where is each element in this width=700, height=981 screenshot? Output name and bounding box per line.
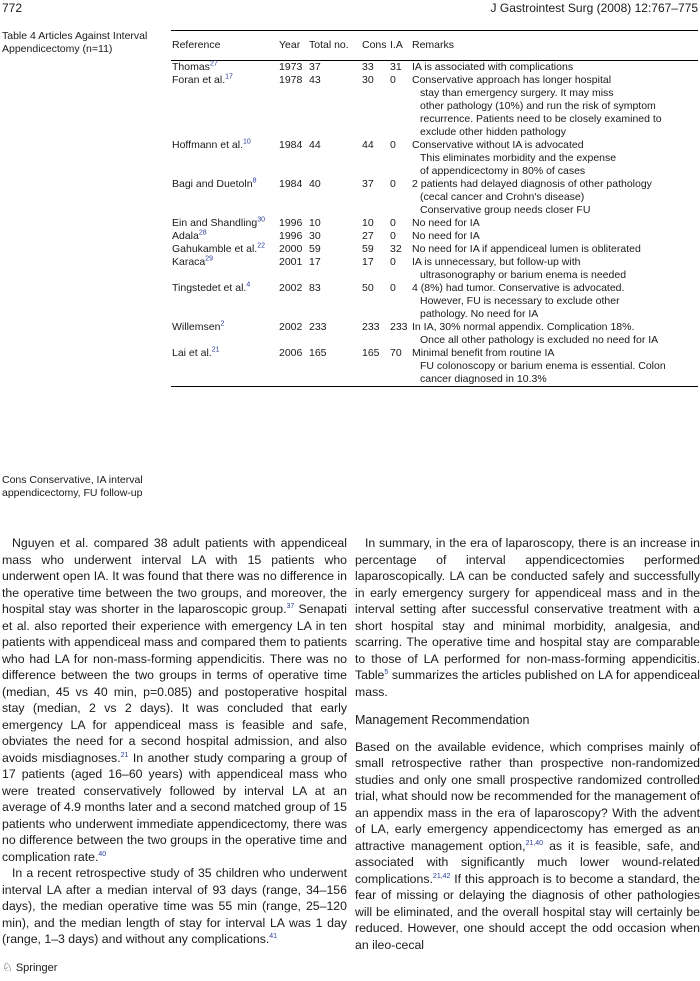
table-header-row xyxy=(171,31,698,61)
ia-cell xyxy=(389,243,411,256)
remark-line: Minimal benefit from routine IA xyxy=(412,347,555,359)
table-row xyxy=(171,230,698,243)
year-cell-text: 2001 xyxy=(279,256,303,268)
year-cell xyxy=(278,61,308,75)
cons-cell xyxy=(361,282,389,321)
cons-cell-text: 33 xyxy=(362,61,374,73)
col-header: Year xyxy=(279,39,301,51)
total-cell-text: 165 xyxy=(309,347,327,359)
ref-cell-text: Hoffmann et al. xyxy=(172,139,244,151)
year-cell-text: 1973 xyxy=(279,61,303,73)
paragraph xyxy=(355,535,700,700)
ref-cell xyxy=(171,256,278,282)
total-cell xyxy=(308,347,361,387)
remark-line: recurrence. Patients need to be closely examined to xyxy=(420,113,662,125)
cons-cell-text: 233 xyxy=(362,321,380,333)
citation-ref[interactable]: 30 xyxy=(257,216,266,224)
ref-cell-text: Lai et al. xyxy=(172,347,212,359)
running-header xyxy=(0,0,700,18)
ia-cell-text: 0 xyxy=(390,256,396,268)
table-row xyxy=(171,243,698,256)
year-cell xyxy=(278,217,308,230)
citation-ref[interactable]: 22 xyxy=(257,242,266,250)
citation-ref[interactable]: 29 xyxy=(205,255,214,263)
col-header: Remarks xyxy=(412,39,455,51)
cons-cell-text: 27 xyxy=(362,230,374,242)
citation-ref[interactable]: 21 xyxy=(120,751,129,759)
paragraph-text: as it is feasible, safe, and associated with significantly much lower wound-related complications. xyxy=(355,838,700,886)
table-ref[interactable]: 5 xyxy=(384,668,389,676)
total-cell xyxy=(308,74,361,139)
remarks-cell xyxy=(411,178,698,217)
col-header: Total no. xyxy=(309,39,349,51)
remark-line: ultrasonography or barium enema is needed xyxy=(420,269,627,281)
year-cell xyxy=(278,230,308,243)
year-cell xyxy=(278,321,308,347)
table-body xyxy=(171,61,698,387)
remark-line: 2 patients had delayed diagnosis of other pathology xyxy=(412,178,652,190)
ref-cell xyxy=(171,217,278,230)
ref-cell xyxy=(171,282,278,321)
remark-line: Once all other pathology is excluded no need for IA xyxy=(420,334,659,346)
ia-cell xyxy=(389,256,411,282)
table-row xyxy=(171,256,698,282)
year-cell-text: 2006 xyxy=(279,347,303,359)
ia-cell xyxy=(389,217,411,230)
ia-cell-text: 32 xyxy=(390,243,402,255)
cons-cell-text: 17 xyxy=(362,256,374,268)
ref-cell xyxy=(171,74,278,139)
citation-ref[interactable]: 28 xyxy=(198,229,207,237)
remarks-cell xyxy=(411,321,698,347)
ia-cell xyxy=(389,282,411,321)
year-cell xyxy=(278,282,308,321)
total-cell-text: 44 xyxy=(309,139,321,151)
ref-cell-text: Adala xyxy=(172,230,199,242)
page-number: 772 xyxy=(2,1,23,15)
total-cell xyxy=(308,217,361,230)
remark-line: Conservative approach has longer hospital xyxy=(412,74,612,86)
section-heading: Management Recommendation xyxy=(355,713,530,727)
year-cell xyxy=(278,74,308,139)
ia-cell-text: 0 xyxy=(390,230,396,242)
ref-cell-text: Bagi and Duetoln xyxy=(172,178,253,190)
paragraph-text: Senapati et al. also reported their experience with emergency LA in ten patients with appendiceal mass and compared them to patients who had LA for non-mass-forming appendicitis. There was no difference between the two groups in terms of operative time (median, 45 vs 40 min, p=0.085) and postoperative hospital stay (median, 2 vs 2 days). It was concluded that early emergency LA for appendiceal mass is feasible and safe, obviates the need for a second hospital admission, and also avoids misdiagnoses. xyxy=(2,602,347,765)
remark-line: This eliminates morbidity and the expense xyxy=(420,152,617,164)
ref-cell xyxy=(171,139,278,178)
ia-cell xyxy=(389,347,411,387)
remark-line: 4 (8%) had tumor. Conservative is advocated. xyxy=(412,282,625,294)
ref-cell-text: Ein and Shandling xyxy=(172,217,258,229)
year-cell xyxy=(278,347,308,387)
table-caption: Table 4 Articles Against Interval Appendicectomy (n=11) xyxy=(2,30,148,55)
year-cell-text: 2002 xyxy=(279,321,303,333)
remark-line: Conservative group needs closer FU xyxy=(420,204,591,216)
total-cell-text: 10 xyxy=(309,217,321,229)
cons-cell xyxy=(361,61,389,75)
col-header: I.A xyxy=(390,39,403,51)
remark-line: (cecal cancer and Crohn's disease) xyxy=(420,191,585,203)
cons-cell xyxy=(361,256,389,282)
citation-ref[interactable]: 41 xyxy=(269,932,278,940)
remark-line: No need for IA if appendiceal lumen is obliterated xyxy=(412,243,641,255)
total-cell-text: 59 xyxy=(309,243,321,255)
remarks-cell xyxy=(411,230,698,243)
remark-line: of appendicectomy in 80% of cases xyxy=(420,165,586,177)
year-cell-text: 2002 xyxy=(279,282,303,294)
citation-ref[interactable]: 21,42 xyxy=(432,872,451,880)
ia-cell-text: 0 xyxy=(390,74,396,86)
table-row xyxy=(171,74,698,139)
citation-ref[interactable]: 17 xyxy=(225,73,233,81)
paragraph xyxy=(2,865,347,948)
table-row xyxy=(171,282,698,321)
ref-cell-text: Gahukamble et al. xyxy=(172,243,258,255)
journal-citation: J Gastrointest Surg (2008) 12:767–775 xyxy=(490,1,698,15)
year-cell xyxy=(278,139,308,178)
publisher-name: Springer xyxy=(15,962,58,974)
cons-cell-text: 30 xyxy=(362,74,374,86)
citation-ref[interactable]: 37 xyxy=(286,602,295,610)
ia-cell xyxy=(389,74,411,139)
ia-cell xyxy=(389,321,411,347)
remark-line: IA is unnecessary, but follow-up with xyxy=(412,256,581,268)
cons-cell xyxy=(361,347,389,387)
remarks-cell xyxy=(411,61,698,75)
remark-line: No need for IA xyxy=(412,230,480,242)
ref-cell-text: Thomas xyxy=(172,61,210,73)
remark-line: other pathology (10%) and run the risk of symptom xyxy=(420,100,656,112)
col-header: Cons xyxy=(362,39,387,51)
ref-cell xyxy=(171,61,278,75)
cons-cell xyxy=(361,74,389,139)
total-cell-text: 43 xyxy=(309,74,321,86)
citation-ref[interactable]: 21,40 xyxy=(525,839,544,847)
citation-ref[interactable]: 27 xyxy=(209,60,218,68)
paragraph xyxy=(355,739,700,954)
remark-line: FU colonoscopy or barium enema is essential. Colon xyxy=(420,360,666,372)
paragraph-text: In summary, in the era of laparoscopy, there is an increase in percentage of interval appendicectomies performed laparoscopically. LA can be conducted safely and successfully in early emergency surgery for appendiceal mass and in the interval setting after successful conservative treatment with a short hospital stay and minimal morbidity, analgesia, and scarring. The operative time and hospital stay are comparable to those of LA performed for non-mass-forming appendicitis. Table xyxy=(355,536,700,682)
remarks-cell xyxy=(411,243,698,256)
total-cell-text: 30 xyxy=(309,230,321,242)
cons-cell-text: 59 xyxy=(362,243,374,255)
remark-line: cancer diagnosed in 10.3% xyxy=(420,373,547,385)
citation-ref[interactable]: 8 xyxy=(252,177,257,185)
table-row xyxy=(171,321,698,347)
cons-cell xyxy=(361,230,389,243)
year-cell xyxy=(278,256,308,282)
ref-cell-text: Tingstedet et al. xyxy=(172,282,247,294)
remarks-cell xyxy=(411,74,698,139)
citation-ref[interactable]: 4 xyxy=(246,281,251,289)
year-cell-text: 1996 xyxy=(279,217,303,229)
year-cell-text: 1996 xyxy=(279,230,303,242)
publisher-footer xyxy=(2,960,57,974)
total-cell-text: 17 xyxy=(309,256,321,268)
ia-cell xyxy=(389,230,411,243)
year-cell-text: 1984 xyxy=(279,178,303,190)
remarks-cell xyxy=(411,347,698,387)
year-cell-text: 1984 xyxy=(279,139,303,151)
cons-cell xyxy=(361,217,389,230)
total-cell xyxy=(308,230,361,243)
ia-cell-text: 0 xyxy=(390,139,396,151)
ia-cell-text: 0 xyxy=(390,217,396,229)
ref-cell-text: Foran et al. xyxy=(172,74,226,86)
table-row xyxy=(171,347,698,387)
citation-ref[interactable]: 40 xyxy=(98,850,107,858)
total-cell xyxy=(308,139,361,178)
ia-cell-text: 31 xyxy=(390,61,402,73)
paragraph-text: If this approach is to become a standard, the fear of missing or delaying the diagnosis of other pathologies will be eliminated, and the overall hospital stay will certainly be reduced. However, one should accept the odd occasion when an ileo-cecal xyxy=(355,871,700,952)
springer-logo-icon: ♘ xyxy=(2,960,13,974)
remarks-cell xyxy=(411,282,698,321)
remark-line: stay than emergency surgery. It may miss xyxy=(420,87,614,99)
remarks-cell xyxy=(411,256,698,282)
paragraph-text: Nguyen et al. compared 38 adult patients with appendiceal mass who underwent interval LA with 15 patients who underwent open IA. It was found that there was no difference in the operative time between the two groups, and moreover, the hospital stay was shorter in the laparoscopic group. xyxy=(2,536,347,616)
citation-ref[interactable]: 10 xyxy=(243,138,251,146)
ia-cell-text: 0 xyxy=(390,178,396,190)
table-row xyxy=(171,217,698,230)
right-column xyxy=(355,535,700,953)
col-header: Reference xyxy=(172,39,221,51)
total-cell xyxy=(308,321,361,347)
year-cell-text: 2000 xyxy=(279,243,303,255)
cons-cell xyxy=(361,139,389,178)
remark-line: Conservative without IA is advocated xyxy=(412,139,584,151)
ref-cell xyxy=(171,321,278,347)
remark-line: In IA, 30% normal appendix. Complication 18%. xyxy=(412,321,635,333)
left-column xyxy=(2,535,347,948)
articles-table xyxy=(171,30,698,387)
total-cell xyxy=(308,256,361,282)
remark-line: IA is associated with complications xyxy=(412,61,574,73)
citation-ref[interactable]: 21 xyxy=(211,346,220,354)
table-row xyxy=(171,139,698,178)
remark-line: However, FU is necessary to exclude other xyxy=(420,295,620,307)
table-footnote: Cons Conservative, IA interval appendicectomy, FU follow-up xyxy=(2,474,143,499)
total-cell xyxy=(308,178,361,217)
cons-cell-text: 165 xyxy=(362,347,380,359)
year-cell xyxy=(278,243,308,256)
ia-cell-text: 233 xyxy=(390,321,408,333)
total-cell xyxy=(308,61,361,75)
cons-cell-text: 10 xyxy=(362,217,374,229)
table-row xyxy=(171,61,698,75)
table-row xyxy=(171,178,698,217)
cons-cell xyxy=(361,178,389,217)
remark-line: No need for IA xyxy=(412,217,480,229)
remarks-cell xyxy=(411,139,698,178)
paragraph-text: summarizes the articles published on LA for appendiceal mass. xyxy=(355,668,700,699)
ia-cell-text: 0 xyxy=(390,282,396,294)
cons-cell-text: 44 xyxy=(362,139,374,151)
ref-cell-text: Karaca xyxy=(172,256,206,268)
year-cell xyxy=(278,178,308,217)
ia-cell xyxy=(389,178,411,217)
year-cell-text: 1978 xyxy=(279,74,303,86)
ref-cell xyxy=(171,178,278,217)
paragraph-text: Based on the available evidence, which comprises mainly of small retrospective rather than prospective non-randomized studies and only one small prospective randomized controlled trial, what should now be recommended for the management of an appendix mass in the era of laparoscopy? With the advent of LA, early emergency appendicectomy has emerged as an attractive management option, xyxy=(355,739,700,853)
ref-cell xyxy=(171,230,278,243)
total-cell xyxy=(308,282,361,321)
ref-cell xyxy=(171,347,278,387)
paragraph-text: In another study comparing a group of 17 patients (aged 16–60 years) with appendiceal mass who were treated conservatively followed by interval LA at an average of 4.9 months later and a second matched group of 15 patients who underwent immediate appendicectomy, there was no difference between the two groups in the operative time and complication rate. xyxy=(2,750,347,864)
total-cell xyxy=(308,243,361,256)
total-cell-text: 40 xyxy=(309,178,321,190)
paragraph-text: In a recent retrospective study of 35 children who underwent interval LA after a median interval of 93 days (range, 34–156 days), the median operative time was 55 min (range, 25–120 min), and the median length of stay for interval LA was 1 day (range, 1–3 days) and without any complications. xyxy=(2,866,347,946)
remark-line: pathology. No need for IA xyxy=(420,308,539,320)
cons-cell-text: 50 xyxy=(362,282,374,294)
total-cell-text: 37 xyxy=(309,61,321,73)
total-cell-text: 233 xyxy=(309,321,327,333)
cons-cell-text: 37 xyxy=(362,178,374,190)
ia-cell xyxy=(389,61,411,75)
ref-cell-text: Willemsen xyxy=(172,321,221,333)
ia-cell-text: 70 xyxy=(390,347,402,359)
cons-cell xyxy=(361,243,389,256)
cons-cell xyxy=(361,321,389,347)
ref-cell xyxy=(171,243,278,256)
total-cell-text: 83 xyxy=(309,282,321,294)
remarks-cell xyxy=(411,217,698,230)
paragraph xyxy=(2,535,347,865)
citation-ref[interactable]: 2 xyxy=(220,320,225,328)
ia-cell xyxy=(389,139,411,178)
remark-line: exclude other hidden pathology xyxy=(420,126,566,138)
